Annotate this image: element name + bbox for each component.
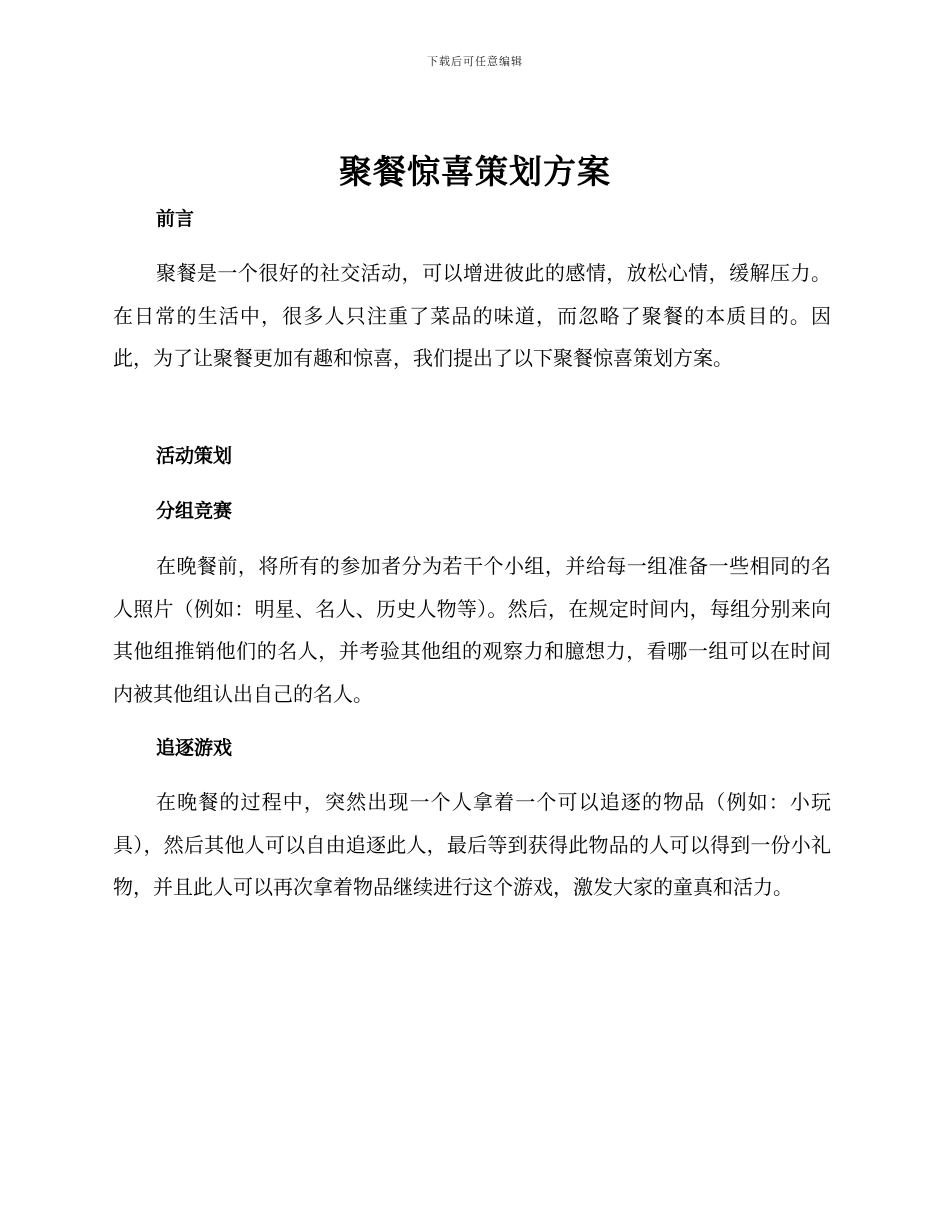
activity-heading: 活动策划 bbox=[156, 445, 233, 467]
preface-paragraph-block bbox=[113, 252, 831, 380]
chase-game-heading: 追逐游戏 bbox=[156, 737, 233, 759]
group-heading-block bbox=[113, 497, 831, 525]
group-competition-heading: 分组竞赛 bbox=[156, 500, 233, 522]
document-title: 聚餐惊喜策划方案 bbox=[339, 152, 611, 191]
page-header: 下载后可任意编辑 bbox=[427, 55, 523, 68]
chase-paragraph-block bbox=[113, 781, 831, 909]
preface-heading: 前言 bbox=[156, 208, 195, 230]
preface-heading-block bbox=[113, 205, 831, 233]
chase-heading-block bbox=[113, 734, 831, 762]
group-paragraph-block bbox=[113, 545, 831, 715]
preface-paragraph: 聚餐是一个很好的社交活动，可以增进彼此的感情，放松心情，缓解压力。在日常的生活中，很多人只注重了菜品的味道，而忽略了聚餐的本质目的。因此，为了让聚餐更加有趣和惊喜，我们提出了以下聚餐惊喜策划方案。 bbox=[113, 261, 831, 370]
activity-heading-block bbox=[113, 442, 831, 470]
group-competition-paragraph: 在晚餐前，将所有的参加者分为若干个小组，并给每一组准备一些相同的名人照片（例如：明星、名人、历史人物等）。然后，在规定时间内，每组分别来向其他组推销他们的名人，并考验其他组的观察力和臆想力，看哪一组可以在时间内被其他组认出自己的名人。 bbox=[113, 554, 831, 706]
chase-game-paragraph: 在晚餐的过程中，突然出现一个人拿着一个可以追逐的物品（例如：小玩具），然后其他人可以自由追逐此人，最后等到获得此物品的人可以得到一份小礼物，并且此人可以再次拿着物品继续进行这个游戏，激发大家的童真和活力。 bbox=[113, 790, 831, 899]
